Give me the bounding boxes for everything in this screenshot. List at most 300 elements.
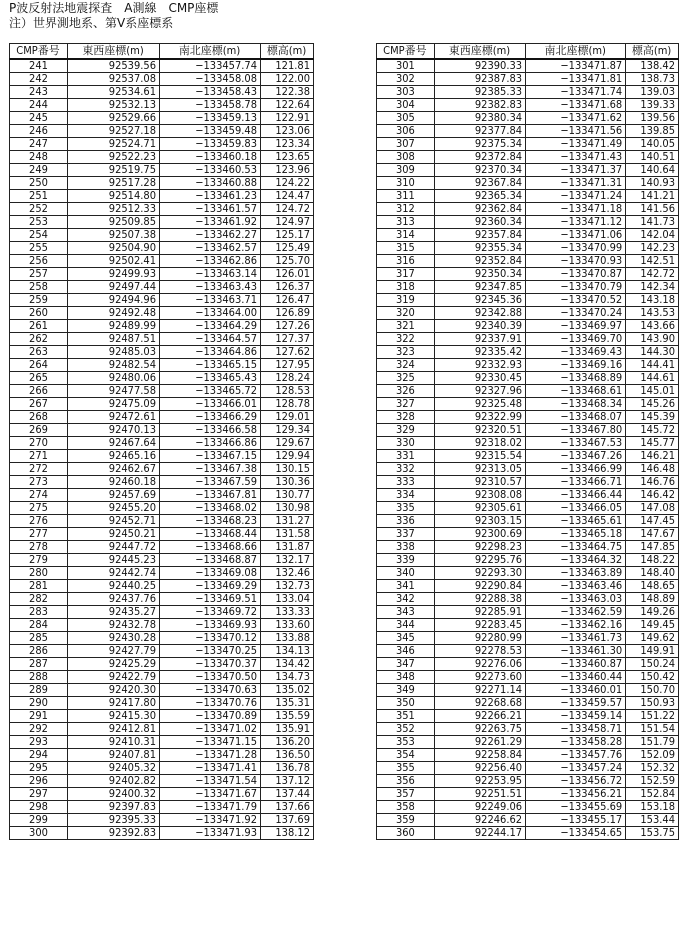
document-title: P波反射法地震探査 A測線 CMP座標 [9,1,219,15]
easting-cell: 92370.34 [434,164,525,177]
northing-cell: −133457.24 [526,762,626,775]
cmp-number-cell: 308 [377,151,435,164]
table-row [10,801,314,814]
elevation-cell: 127.37 [261,333,314,346]
table-row [10,385,314,398]
cmp-number-cell: 337 [377,528,435,541]
cmp-number-cell: 359 [377,814,435,827]
elevation-cell: 139.85 [626,125,679,138]
elevation-cell: 143.90 [626,333,679,346]
northing-cell: −133468.61 [526,385,626,398]
easting-cell: 92519.75 [68,164,160,177]
table-row [10,203,314,216]
table-row [377,502,679,515]
cmp-number-cell: 307 [377,138,435,151]
elevation-cell: 126.89 [261,307,314,320]
northing-cell: −133470.50 [160,671,261,684]
northing-cell: −133471.18 [526,203,626,216]
cmp-number-cell: 267 [10,398,68,411]
cmp-number-cell: 340 [377,567,435,580]
cmp-number-cell: 336 [377,515,435,528]
elevation-cell: 121.81 [261,59,314,73]
table-row [377,385,679,398]
table-row [10,164,314,177]
northing-cell: −133460.18 [160,151,261,164]
table-row [10,593,314,606]
table-row [10,320,314,333]
cmp-number-cell: 334 [377,489,435,502]
cmp-number-cell: 299 [10,814,68,827]
northing-cell: −133471.79 [160,801,261,814]
elevation-cell: 126.37 [261,281,314,294]
northing-cell: −133471.92 [160,814,261,827]
northing-cell: −133461.30 [526,645,626,658]
elevation-cell: 123.96 [261,164,314,177]
table-row [377,242,679,255]
northing-cell: −133464.00 [160,307,261,320]
elevation-cell: 126.47 [261,294,314,307]
easting-cell: 92489.99 [68,320,160,333]
table-row [10,658,314,671]
easting-cell: 92420.30 [68,684,160,697]
cmp-number-cell: 325 [377,372,435,385]
cmp-number-cell: 274 [10,489,68,502]
table-row [377,59,679,73]
table-row [377,359,679,372]
elevation-cell: 123.65 [261,151,314,164]
elevation-cell: 129.01 [261,411,314,424]
elevation-cell: 126.01 [261,268,314,281]
northing-cell: −133458.28 [526,736,626,749]
cmp-number-cell: 329 [377,424,435,437]
easting-cell: 92412.81 [68,723,160,736]
elevation-cell: 137.66 [261,801,314,814]
cmp-number-cell: 282 [10,593,68,606]
northing-cell: −133460.88 [160,177,261,190]
easting-cell: 92457.69 [68,489,160,502]
elevation-cell: 140.51 [626,151,679,164]
cmp-number-cell: 345 [377,632,435,645]
table-row [377,619,679,632]
table-row [10,606,314,619]
easting-cell: 92492.48 [68,307,160,320]
northing-cell: −133462.86 [160,255,261,268]
cmp-number-cell: 360 [377,827,435,840]
northing-cell: −133470.52 [526,294,626,307]
cmp-number-cell: 351 [377,710,435,723]
northing-cell: −133471.62 [526,112,626,125]
elevation-cell: 129.67 [261,437,314,450]
northing-cell: −133464.75 [526,541,626,554]
table-row [377,593,679,606]
table-header-row [377,44,679,60]
easting-cell: 92327.96 [434,385,525,398]
elevation-cell: 123.06 [261,125,314,138]
table-row [10,86,314,99]
elevation-cell: 142.04 [626,229,679,242]
easting-cell: 92303.15 [434,515,525,528]
cmp-number-cell: 287 [10,658,68,671]
easting-cell: 92298.23 [434,541,525,554]
elevation-cell: 127.95 [261,359,314,372]
elevation-cell: 122.64 [261,99,314,112]
elevation-cell: 150.93 [626,697,679,710]
easting-cell: 92532.13 [68,99,160,112]
easting-cell: 92494.96 [68,294,160,307]
table-row [10,671,314,684]
easting-cell: 92387.83 [434,73,525,86]
cmp-number-cell: 248 [10,151,68,164]
northing-cell: −133469.72 [160,606,261,619]
table-row [10,814,314,827]
cmp-number-cell: 245 [10,112,68,125]
table-row [377,463,679,476]
elevation-cell: 152.84 [626,788,679,801]
northing-cell: −133461.73 [526,632,626,645]
cmp-number-cell: 281 [10,580,68,593]
cmp-number-cell: 297 [10,788,68,801]
northing-cell: −133469.51 [160,593,261,606]
easting-cell: 92263.75 [434,723,525,736]
table-row [377,697,679,710]
table-row [10,697,314,710]
cmp-number-cell: 323 [377,346,435,359]
table-row [377,203,679,216]
table-row [377,229,679,242]
easting-cell: 92390.33 [434,59,525,73]
elevation-cell: 134.13 [261,645,314,658]
easting-cell: 92310.57 [434,476,525,489]
northing-cell: −133459.83 [160,138,261,151]
easting-cell: 92452.71 [68,515,160,528]
cmp-number-cell: 261 [10,320,68,333]
elevation-cell: 143.18 [626,294,679,307]
column-header-easting: 東西座標(m) [434,44,525,60]
cmp-number-cell: 277 [10,528,68,541]
table-row [10,476,314,489]
easting-cell: 92415.30 [68,710,160,723]
table-row [10,619,314,632]
table-row [377,554,679,567]
cmp-number-cell: 249 [10,164,68,177]
easting-cell: 92392.83 [68,827,160,840]
easting-cell: 92437.76 [68,593,160,606]
northing-cell: −133454.65 [526,827,626,840]
cmp-number-cell: 253 [10,216,68,229]
northing-cell: −133469.97 [526,320,626,333]
elevation-cell: 124.47 [261,190,314,203]
elevation-cell: 125.70 [261,255,314,268]
northing-cell: −133469.70 [526,333,626,346]
cmp-number-cell: 259 [10,294,68,307]
table-row [377,424,679,437]
cmp-number-cell: 286 [10,645,68,658]
elevation-cell: 137.44 [261,788,314,801]
cmp-number-cell: 275 [10,502,68,515]
easting-cell: 92273.60 [434,671,525,684]
table-row [377,723,679,736]
table-row [377,294,679,307]
cmp-number-cell: 331 [377,450,435,463]
cmp-number-cell: 306 [377,125,435,138]
table-row [377,684,679,697]
table-row [377,86,679,99]
easting-cell: 92430.28 [68,632,160,645]
easting-cell: 92258.84 [434,749,525,762]
elevation-cell: 150.70 [626,684,679,697]
easting-cell: 92372.84 [434,151,525,164]
easting-cell: 92442.74 [68,567,160,580]
cmp-coordinate-table-right [376,43,679,840]
easting-cell: 92502.41 [68,255,160,268]
cmp-number-cell: 265 [10,372,68,385]
easting-cell: 92347.85 [434,281,525,294]
easting-cell: 92283.45 [434,619,525,632]
easting-cell: 92534.61 [68,86,160,99]
elevation-cell: 144.61 [626,372,679,385]
northing-cell: −133470.99 [526,242,626,255]
table-row [377,255,679,268]
cmp-number-cell: 355 [377,762,435,775]
northing-cell: −133468.44 [160,528,261,541]
easting-cell: 92407.81 [68,749,160,762]
elevation-cell: 124.22 [261,177,314,190]
elevation-cell: 128.78 [261,398,314,411]
elevation-cell: 148.65 [626,580,679,593]
table-row [10,73,314,86]
table-row [377,346,679,359]
elevation-cell: 125.17 [261,229,314,242]
northing-cell: −133470.89 [160,710,261,723]
easting-cell: 92460.18 [68,476,160,489]
northing-cell: −133460.44 [526,671,626,684]
elevation-cell: 145.26 [626,398,679,411]
table-row [10,775,314,788]
table-row [377,710,679,723]
table-row [377,736,679,749]
elevation-cell: 138.42 [626,59,679,73]
cmp-number-cell: 322 [377,333,435,346]
northing-cell: −133469.43 [526,346,626,359]
easting-cell: 92475.09 [68,398,160,411]
column-header-elevation: 標高(m) [261,44,314,60]
table-row [10,125,314,138]
northing-cell: −133458.08 [160,73,261,86]
easting-cell: 92427.79 [68,645,160,658]
cmp-number-cell: 257 [10,268,68,281]
easting-cell: 92507.38 [68,229,160,242]
table-row [10,788,314,801]
cmp-number-cell: 305 [377,112,435,125]
northing-cell: −133467.80 [526,424,626,437]
northing-cell: −133470.63 [160,684,261,697]
column-header-easting: 東西座標(m) [68,44,160,60]
elevation-cell: 135.02 [261,684,314,697]
elevation-cell: 142.51 [626,255,679,268]
easting-cell: 92249.06 [434,801,525,814]
northing-cell: −133471.02 [160,723,261,736]
northing-cell: −133465.61 [526,515,626,528]
table-row [377,437,679,450]
elevation-cell: 149.91 [626,645,679,658]
northing-cell: −133464.86 [160,346,261,359]
elevation-cell: 143.66 [626,320,679,333]
easting-cell: 92537.08 [68,73,160,86]
table-body [377,59,679,840]
easting-cell: 92422.79 [68,671,160,684]
elevation-cell: 140.93 [626,177,679,190]
easting-cell: 92527.18 [68,125,160,138]
elevation-cell: 142.23 [626,242,679,255]
table-row [377,788,679,801]
northing-cell: −133467.59 [160,476,261,489]
northing-cell: −133457.74 [160,59,261,73]
table-row [377,164,679,177]
easting-cell: 92332.93 [434,359,525,372]
cmp-number-cell: 332 [377,463,435,476]
table-row [10,684,314,697]
northing-cell: −133465.18 [526,528,626,541]
cmp-number-cell: 271 [10,450,68,463]
elevation-cell: 148.40 [626,567,679,580]
easting-cell: 92350.34 [434,268,525,281]
elevation-cell: 134.73 [261,671,314,684]
elevation-cell: 127.62 [261,346,314,359]
easting-cell: 92367.84 [434,177,525,190]
northing-cell: −133469.93 [160,619,261,632]
cmp-number-cell: 251 [10,190,68,203]
northing-cell: −133465.43 [160,372,261,385]
northing-cell: −133463.14 [160,268,261,281]
cmp-number-cell: 284 [10,619,68,632]
northing-cell: −133462.16 [526,619,626,632]
elevation-cell: 140.64 [626,164,679,177]
cmp-number-cell: 302 [377,73,435,86]
elevation-cell: 139.03 [626,86,679,99]
elevation-cell: 135.91 [261,723,314,736]
table-row [10,567,314,580]
elevation-cell: 143.53 [626,307,679,320]
northing-cell: −133470.93 [526,255,626,268]
elevation-cell: 133.60 [261,619,314,632]
table-row [377,411,679,424]
table-row [377,528,679,541]
cmp-number-cell: 333 [377,476,435,489]
northing-cell: −133466.99 [526,463,626,476]
table-row [10,112,314,125]
elevation-cell: 148.22 [626,554,679,567]
easting-cell: 92432.78 [68,619,160,632]
northing-cell: −133468.02 [160,502,261,515]
easting-cell: 92365.34 [434,190,525,203]
table-row [10,424,314,437]
table-row [377,333,679,346]
northing-cell: −133468.66 [160,541,261,554]
easting-cell: 92318.02 [434,437,525,450]
cmp-number-cell: 291 [10,710,68,723]
easting-cell: 92504.90 [68,242,160,255]
table-row [10,59,314,73]
table-row [10,489,314,502]
elevation-cell: 141.56 [626,203,679,216]
table-row [10,827,314,840]
cmp-number-cell: 303 [377,86,435,99]
elevation-cell: 153.44 [626,814,679,827]
easting-cell: 92397.83 [68,801,160,814]
northing-cell: −133469.29 [160,580,261,593]
cmp-number-cell: 356 [377,775,435,788]
cmp-number-cell: 346 [377,645,435,658]
elevation-cell: 150.42 [626,671,679,684]
cmp-number-cell: 268 [10,411,68,424]
cmp-number-cell: 260 [10,307,68,320]
easting-cell: 92285.91 [434,606,525,619]
document-header [9,1,218,31]
cmp-number-cell: 294 [10,749,68,762]
cmp-number-cell: 338 [377,541,435,554]
cmp-number-cell: 276 [10,515,68,528]
table-row [377,190,679,203]
easting-cell: 92380.34 [434,112,525,125]
easting-cell: 92514.80 [68,190,160,203]
elevation-cell: 135.59 [261,710,314,723]
cmp-number-cell: 314 [377,229,435,242]
cmp-number-cell: 347 [377,658,435,671]
cmp-number-cell: 301 [377,59,435,73]
table-row [10,242,314,255]
elevation-cell: 149.26 [626,606,679,619]
elevation-cell: 151.54 [626,723,679,736]
northing-cell: −133467.81 [160,489,261,502]
cmp-number-cell: 300 [10,827,68,840]
easting-cell: 92340.39 [434,320,525,333]
cmp-number-cell: 270 [10,437,68,450]
cmp-number-cell: 285 [10,632,68,645]
northing-cell: −133460.01 [526,684,626,697]
column-header-northing: 南北座標(m) [526,44,626,60]
elevation-cell: 133.33 [261,606,314,619]
easting-cell: 92293.30 [434,567,525,580]
elevation-cell: 124.97 [261,216,314,229]
table-row [10,736,314,749]
cmp-number-cell: 353 [377,736,435,749]
elevation-cell: 152.59 [626,775,679,788]
easting-cell: 92300.69 [434,528,525,541]
easting-cell: 92485.03 [68,346,160,359]
northing-cell: −133459.57 [526,697,626,710]
elevation-cell: 137.69 [261,814,314,827]
northing-cell: −133470.25 [160,645,261,658]
table-row [10,99,314,112]
easting-cell: 92290.84 [434,580,525,593]
elevation-cell: 128.53 [261,385,314,398]
cmp-number-cell: 315 [377,242,435,255]
northing-cell: −133471.67 [160,788,261,801]
northing-cell: −133471.24 [526,190,626,203]
easting-cell: 92315.54 [434,450,525,463]
elevation-cell: 127.26 [261,320,314,333]
northing-cell: −133464.29 [160,320,261,333]
easting-cell: 92410.31 [68,736,160,749]
cmp-number-cell: 321 [377,320,435,333]
elevation-cell: 138.73 [626,73,679,86]
northing-cell: −133463.89 [526,567,626,580]
table-row [377,775,679,788]
northing-cell: −133466.01 [160,398,261,411]
elevation-cell: 136.50 [261,749,314,762]
cmp-number-cell: 320 [377,307,435,320]
northing-cell: −133468.89 [526,372,626,385]
